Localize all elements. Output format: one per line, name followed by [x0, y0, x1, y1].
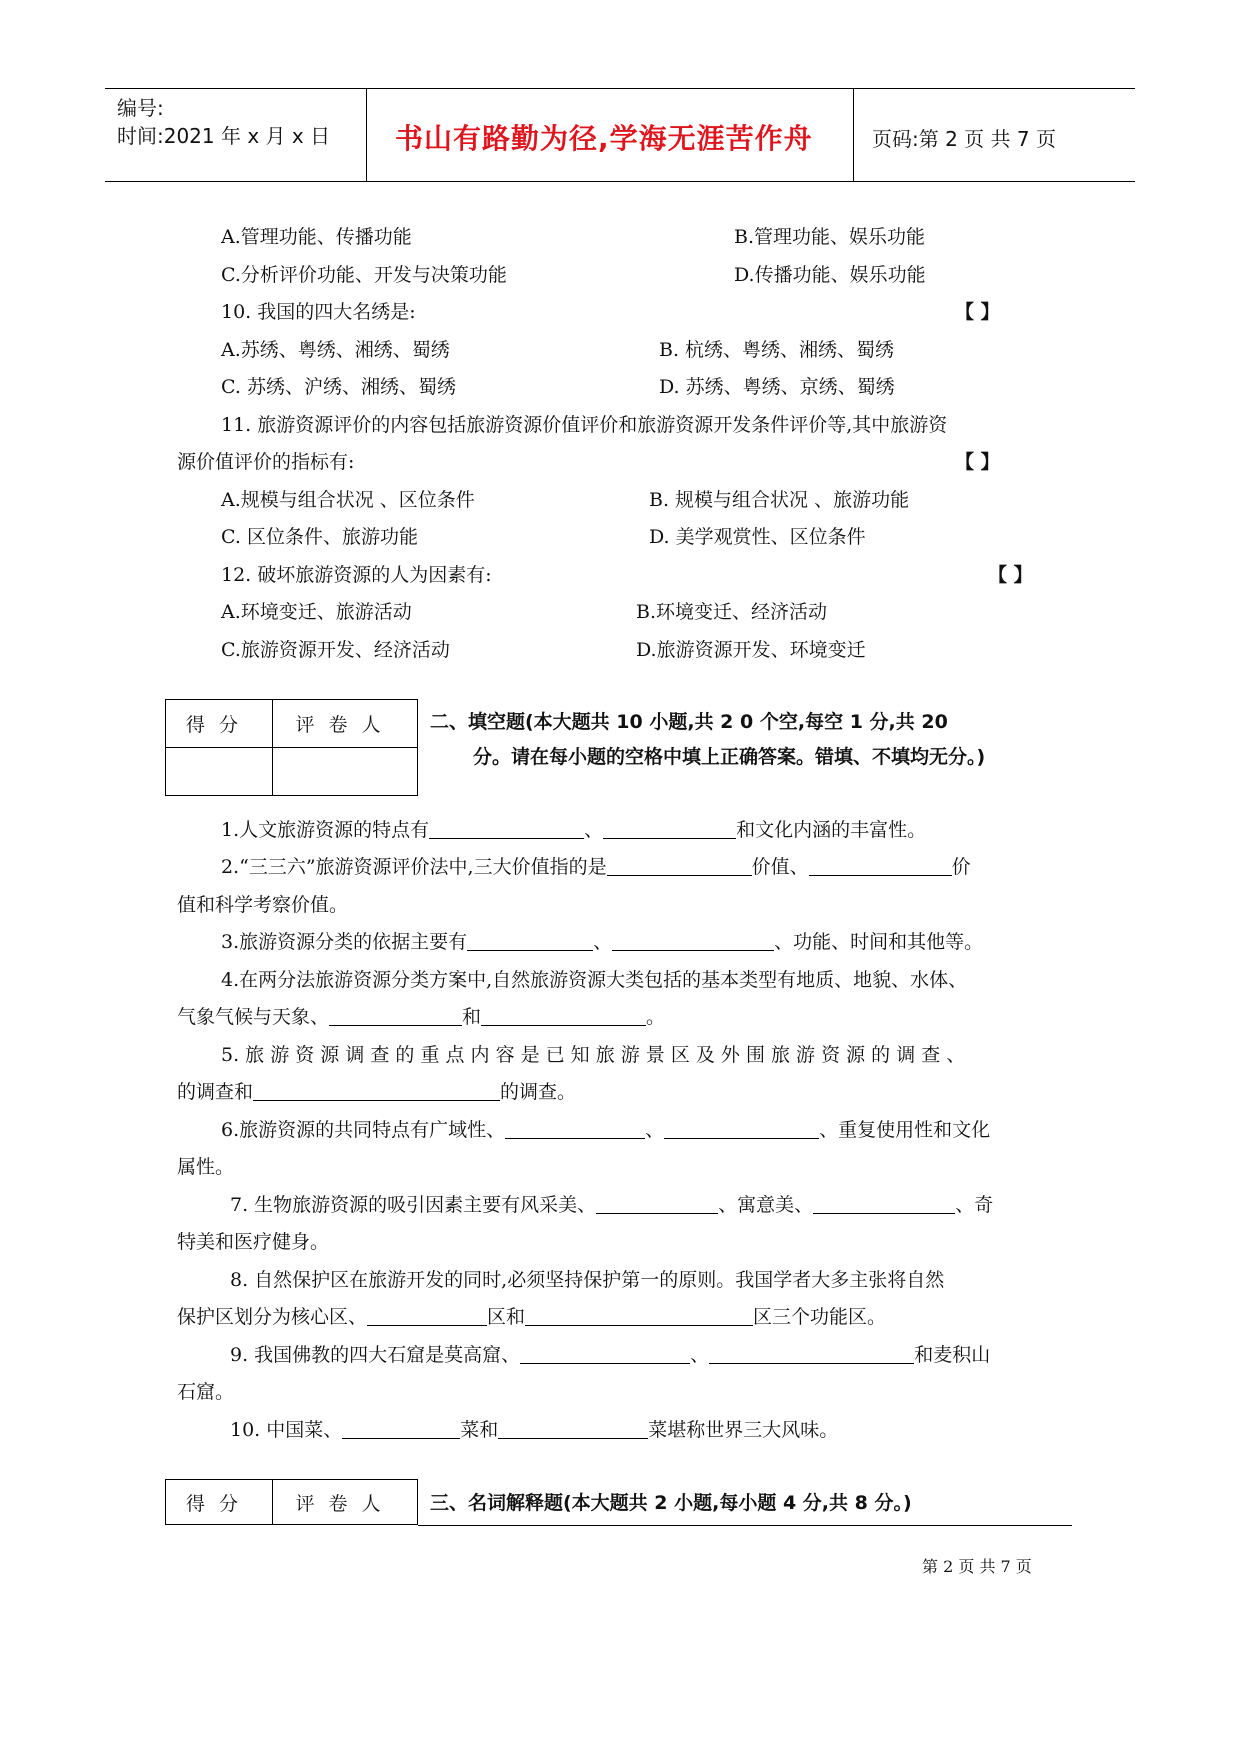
fill-q4-line1: 4.在两分法旅游资源分类方案中,自然旅游资源大类包括的基本类型有地质、地貌、水体、 [221, 969, 968, 991]
header-divider-left [366, 88, 367, 182]
fill-q9-line2: 石窟。 [177, 1381, 235, 1403]
page-info: 页码:第 2 页 共 7 页 [872, 127, 1056, 151]
header-bottom-rule [105, 181, 1135, 182]
q12-option-b: B.环境变迁、经济活动 [636, 601, 828, 623]
blank[interactable] [329, 1005, 462, 1026]
fill-q7-line1: 7. 生物旅游资源的吸引因素主要有风采美、 、寓意美、 、奇 [230, 1194, 994, 1216]
section3-title: 三、名词解释题(本大题共 2 小题,每小题 4 分,共 8 分。) [430, 1492, 912, 1514]
q11-answer-bracket: 【 】 [955, 451, 1000, 473]
q10-option-b: B. 杭绣、粤绣、湘绣、蜀绣 [659, 339, 895, 361]
blank[interactable] [505, 1118, 645, 1139]
score-entry-cell[interactable] [166, 748, 273, 796]
fill-q10: 10. 中国菜、 菜和 菜堪称世界三大风味。 [230, 1419, 839, 1441]
blank[interactable] [596, 1193, 718, 1214]
q12-option-a: A.环境变迁、旅游活动 [221, 601, 412, 623]
fill-q8-line2: 保护区划分为核心区、 区和 区三个功能区。 [177, 1306, 887, 1328]
section2-title-line1: 二、填空题(本大题共 10 小题,共 2 0 个空,每空 1 分,共 20 [430, 711, 948, 733]
fill-q1: 1.人文旅游资源的特点有 、 和文化内涵的丰富性。 [221, 819, 927, 841]
fill-q2: 2.“三三六”旅游资源评价法中,三大价值指的是 价值、 价 [221, 856, 971, 878]
score-label-cell: 得分 [166, 700, 273, 748]
q10-option-d: D. 苏绣、粤绣、京绣、蜀绣 [659, 376, 895, 398]
page-footer: 第 2 页 共 7 页 [922, 1557, 1032, 1576]
fill-q6-line1: 6.旅游资源的共同特点有广域性、 、 、重复使用性和文化 [221, 1119, 991, 1141]
blank[interactable] [520, 1343, 690, 1364]
fill-q7-line2: 特美和医疗健身。 [177, 1231, 330, 1253]
fill-q9-line1: 9. 我国佛教的四大石窟是莫高窟、 、 和麦积山 [230, 1344, 991, 1366]
grader-entry-cell[interactable] [273, 748, 418, 796]
q10-option-a: A.苏绣、粤绣、湘绣、蜀绣 [221, 339, 450, 361]
q11-option-b: B. 规模与组合状况 、旅游功能 [649, 489, 910, 511]
fill-q4-line2: 气象气候与天象、 和 。 [177, 1006, 666, 1028]
blank[interactable] [664, 1118, 819, 1139]
q12-stem: 12. 破坏旅游资源的人为因素有: [221, 564, 492, 586]
q9-option-b: B.管理功能、娱乐功能 [734, 226, 926, 248]
blank[interactable] [709, 1343, 914, 1364]
blank[interactable] [367, 1305, 487, 1326]
blank[interactable] [603, 818, 736, 839]
blank[interactable] [813, 1193, 955, 1214]
time-label: 时间:2021 年 x 月 x 日 [117, 124, 331, 148]
fill-q5-line1: 5. 旅 游 资 源 调 查 的 重 点 内 容 是 已 知 旅 游 景 区 及 外 围 旅 游 资 源 的 调 查 、 [221, 1044, 966, 1066]
section2-score-table [165, 699, 418, 796]
q11-option-a: A.规模与组合状况 、区位条件 [221, 489, 475, 511]
fill-q8-line1: 8. 自然保护区在旅游开发的同时,必须坚持保护第一的原则。我国学者大多主张将自然 [230, 1269, 945, 1291]
section3-rule [418, 1525, 1072, 1526]
q10-answer-bracket: 【 】 [955, 301, 1000, 323]
blank[interactable] [467, 930, 593, 951]
blank[interactable] [525, 1305, 753, 1326]
blank[interactable] [429, 818, 584, 839]
fill-q2-cont: 值和科学考察价值。 [177, 894, 349, 916]
motto-title: 书山有路勤为径,学海无涯苦作舟 [395, 122, 813, 155]
serial-label: 编号: [117, 96, 164, 120]
q9-option-d: D.传播功能、娱乐功能 [734, 264, 926, 286]
q12-option-c: C.旅游资源开发、经济活动 [221, 639, 450, 661]
blank[interactable] [481, 1005, 646, 1026]
q11-option-c: C. 区位条件、旅游功能 [221, 526, 418, 548]
q12-answer-bracket: 【 】 [988, 564, 1033, 586]
q11-stem-line2: 源价值评价的指标有: [177, 451, 355, 473]
section2-title-line2: 分。请在每小题的空格中填上正确答案。错填、不填均无分。) [473, 746, 986, 768]
blank[interactable] [253, 1080, 500, 1101]
blank[interactable] [809, 855, 952, 876]
grader-label-cell: 评卷人 [273, 1480, 418, 1525]
q9-option-c: C.分析评价功能、开发与决策功能 [221, 264, 507, 286]
blank[interactable] [612, 930, 774, 951]
q12-option-d: D.旅游资源开发、环境变迁 [636, 639, 866, 661]
fill-q3: 3.旅游资源分类的依据主要有 、 、功能、时间和其他等。 [221, 931, 984, 953]
blank[interactable] [342, 1418, 460, 1439]
header-top-rule [105, 88, 1135, 89]
q11-stem-line1: 11. 旅游资源评价的内容包括旅游资源价值评价和旅游资源开发条件评价等,其中旅游资 [221, 414, 948, 436]
section3-score-table [165, 1479, 418, 1525]
score-label-cell: 得分 [166, 1480, 273, 1525]
blank[interactable] [607, 855, 752, 876]
q9-option-a: A.管理功能、传播功能 [221, 226, 412, 248]
q10-option-c: C. 苏绣、沪绣、湘绣、蜀绣 [221, 376, 456, 398]
blank[interactable] [498, 1418, 648, 1439]
fill-q6-line2: 属性。 [177, 1156, 235, 1178]
fill-q5-line2: 的调查和 的调查。 [177, 1081, 577, 1103]
grader-label-cell: 评卷人 [273, 700, 418, 748]
q11-option-d: D. 美学观赏性、区位条件 [649, 526, 866, 548]
q10-stem: 10. 我国的四大名绣是: [221, 301, 416, 323]
header-divider-right [853, 88, 854, 182]
